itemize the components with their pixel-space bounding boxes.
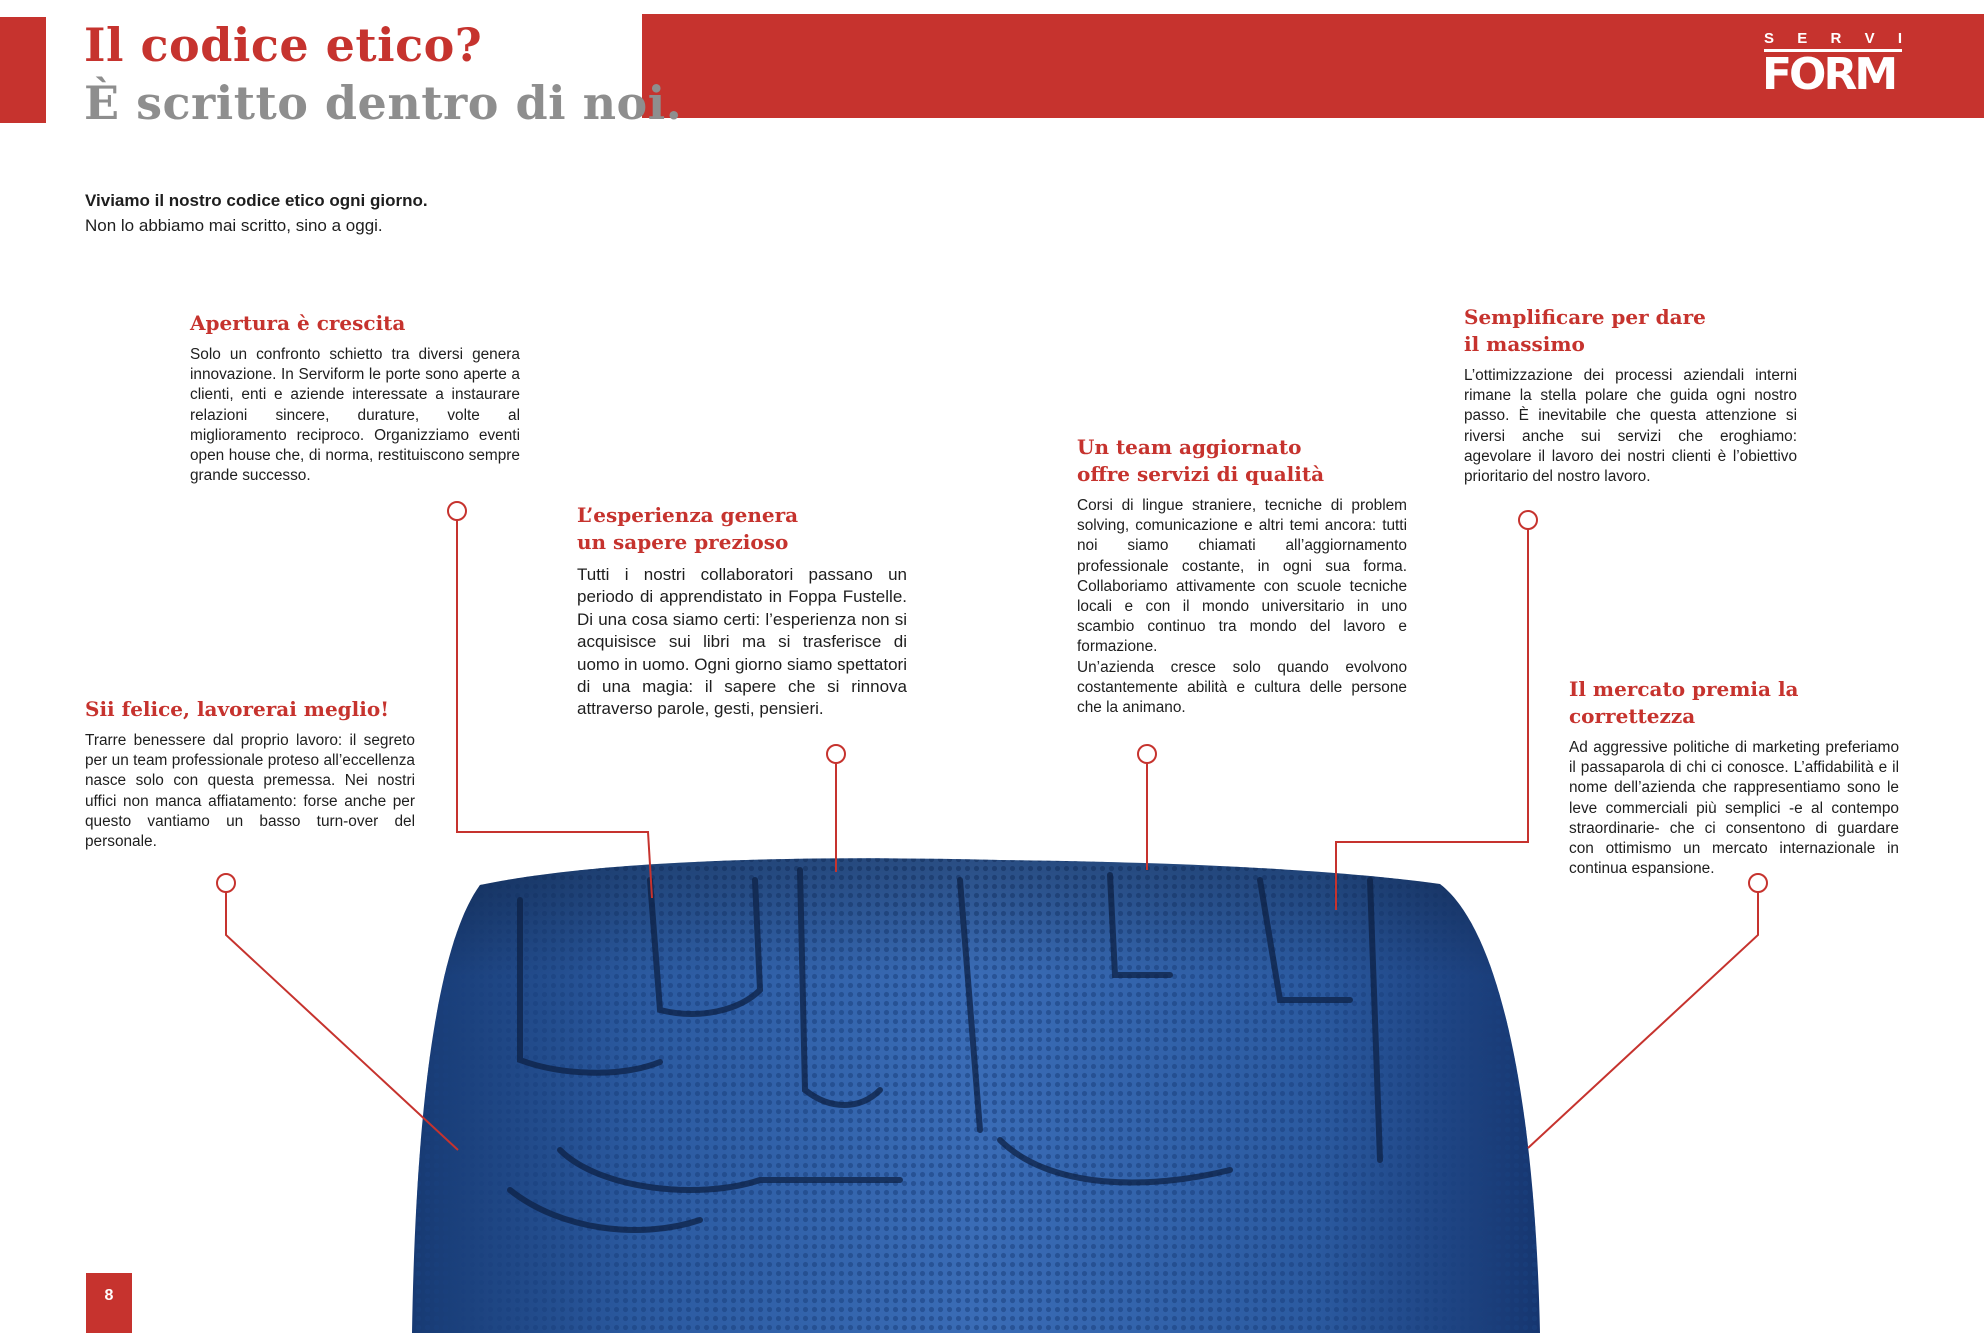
section-text: Corsi di lingue straniere, tecniche di problem solving, comunicazione e altri temi ancora: tutti noi siamo chiamati all’aggiornamento professionale costante, in ogni sua forma. Collaboriamo attivamente con scuole tecniche locali e con il mondo universitario in uno scambio continuo tra mondo del lavoro e formazione. [1077, 497, 1407, 656]
section-apertura [190, 310, 520, 486]
title-line-2: È scritto dentro di noi. [84, 76, 683, 130]
logo-wordmark: FORM [1762, 49, 1896, 100]
section-title: L’esperienza genera un sapere prezioso [577, 503, 799, 554]
section-text: Trarre benessere dal proprio lavoro: il segreto per un team professionale proteso all’eccellenza nasce solo con questa premessa. Nei nostri uffici non manca affiatamento: forse anche per questo vantiamo un basso turn-over del personale. [85, 732, 415, 851]
page-number: 8 [86, 1273, 132, 1333]
intro-bold-line: Viviamo il nostro codice etico ogni giorno. [85, 191, 428, 210]
title-line-1: Il codice etico? [84, 18, 483, 72]
section-text: Solo un confronto schietto tra diversi genera innovazione. In Serviform le porte sono aperte a clienti, enti e aziende interessate a instaurare relazioni sincere, durature, volte al miglioramento reciproco. Organizziamo eventi open house che, di norma, restituiscono sempre grande successo. [190, 346, 520, 485]
section-title: Un team aggiornato offre servizi di qualità [1077, 435, 1325, 486]
logo-top-letters: S E R V I [1764, 30, 1902, 47]
section-mercato [1569, 676, 1899, 879]
section-text: Ad aggressive politiche di marketing preferiamo il passaparola di chi ci conosce. L’affidabilità e il nome dell’azienda che rappresentiamo sono le leve commerciali più semplici -e al contempo straordinarie- che ci consentono di guardare con ottimismo un mercato internazionale in continua espansione. [1569, 739, 1899, 878]
section-felice [85, 696, 415, 852]
section-text: L’ottimizzazione dei processi aziendali interni rimane la stella polare che guida ogni nostro passo. È inevitabile che questa attenzione si riversi anche sui servizi che eroghiamo: agevolare il lavoro dei nostri clienti è l’obiettivo prioritario del nostro lavoro. [1464, 367, 1797, 486]
section-title: Sii felice, lavorerai meglio! [85, 697, 389, 721]
section-team [1077, 434, 1407, 718]
section-title: Semplificare per dare il massimo [1464, 305, 1706, 356]
section-semplificare [1464, 304, 1797, 487]
section-text: Tutti i nostri collaboratori passano un periodo di apprendistato in Foppa Fustelle. Di una cosa siamo certi: l’esperienza non si acquisisce sui libri ma si trasferisce di uomo in uomo. Ogni giorno siamo spettatori di una magia: il sapere che si rinnova attraverso parole, gesti, pensieri. [577, 565, 907, 719]
section-esperienza [577, 502, 907, 721]
intro-line-2: Non lo abbiamo mai scritto, sino a oggi. [85, 216, 383, 235]
section-title: Apertura è crescita [190, 311, 406, 335]
section-text-2: Un’azienda cresce solo quando evolvono costantemente abilità e cultura delle persone che la animano. [1077, 658, 1407, 717]
section-title: Il mercato premia la correttezza [1569, 677, 1799, 728]
